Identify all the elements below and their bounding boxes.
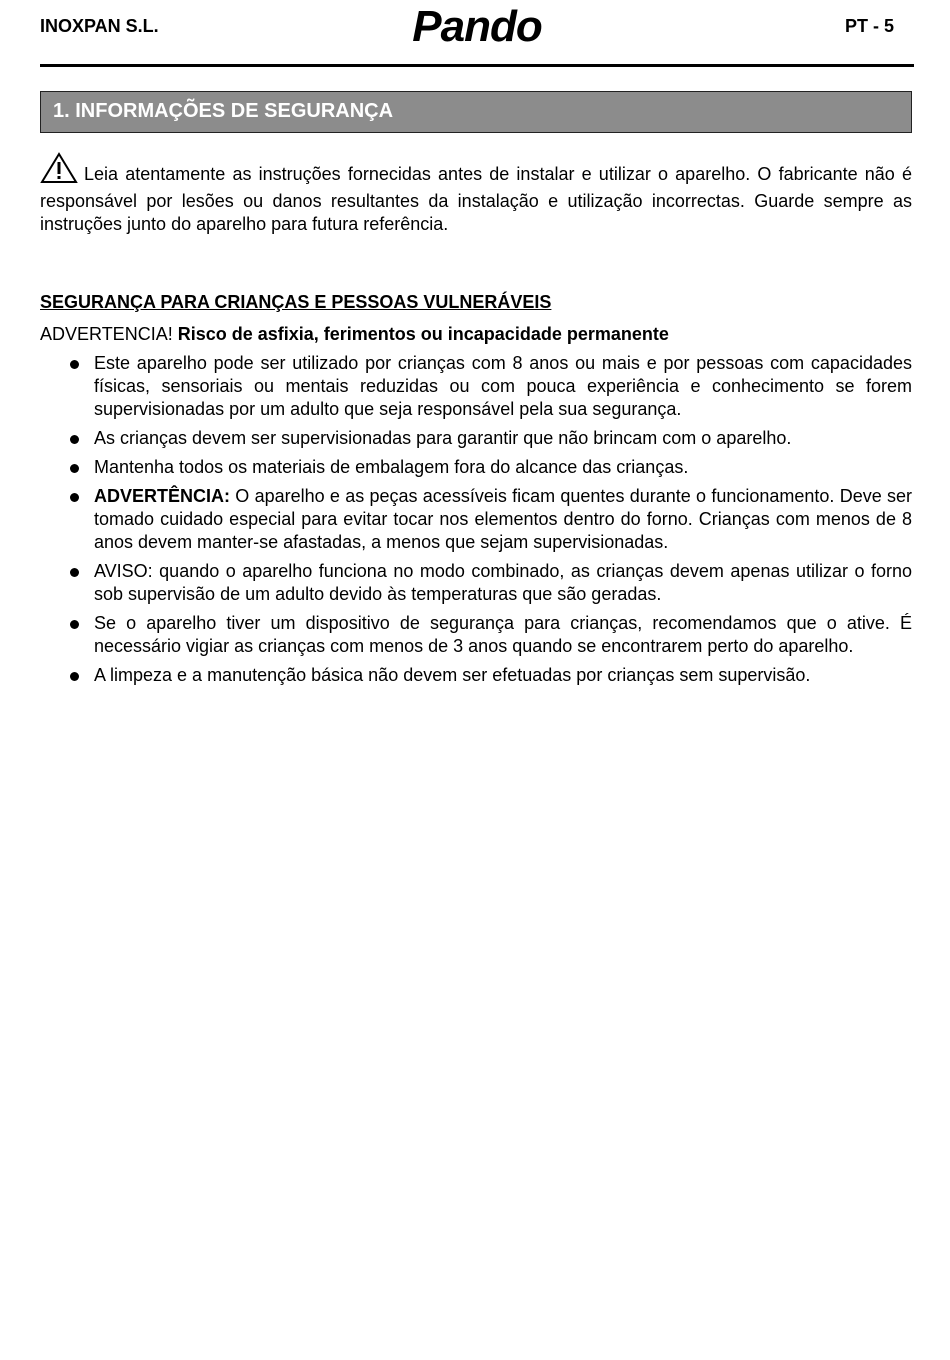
company-name: INOXPAN S.L. [40, 16, 159, 36]
warning-text: Risco de asfixia, ferimentos ou incapacidade permanente [172, 324, 669, 344]
list-item: ADVERTÊNCIA: O aparelho e as peças acessíveis ficam quentes durante o funcionamento. Deve ser tomado cuidado especial para evitar tocar nos elementos dentro do forno. Crianças com menos de 8 anos devem manter-se afastadas, a menos que sejam supervisionadas. [40, 485, 912, 554]
advertencia-label: ADVERTÊNCIA: [94, 486, 231, 506]
list-item: Este aparelho pode ser utilizado por crianças com 8 anos ou mais e por pessoas com capacidades físicas, sensoriais ou mentais reduzidas ou com pouca experiência e conhecimento se forem supervisionadas por um adulto que seja responsável pela sua segurança. [40, 352, 912, 421]
bullet-icon [70, 360, 79, 369]
intro-text: Leia atentamente as instruções fornecidas antes de instalar e utilizar o aparelho. O fabricante não é responsável por lesões ou danos resultantes da instalação e utilização incorrectas. Guarde sempre as instruções junto do aparelho para futura referência. [40, 164, 912, 234]
bullet-icon [70, 672, 79, 681]
list-item: A limpeza e a manutenção básica não devem ser efetuadas por crianças sem supervisão. [40, 664, 912, 687]
safety-list [40, 352, 912, 687]
bullet-icon [70, 568, 79, 577]
bullet-icon [70, 464, 79, 473]
list-item: Mantenha todos os materiais de embalagem fora do alcance das crianças. [40, 456, 912, 479]
section-title-bar [40, 91, 912, 133]
bullet-icon [70, 620, 79, 629]
page-header [40, 0, 914, 67]
brand-logo: Pando [412, 2, 542, 51]
bullet-icon [70, 493, 79, 502]
warning-lead: ADVERTENCIA! [40, 324, 173, 344]
bullet-icon [70, 435, 79, 444]
section-title: 1. INFORMAÇÕES DE SEGURANÇA [53, 100, 394, 122]
page-number: PT - 5 [844, 16, 894, 36]
list-item: AVISO: quando o aparelho funciona no modo combinado, as crianças devem apenas utilizar o forno sob supervisão de um adulto devido às temperaturas que são geradas. [40, 560, 912, 606]
list-item: Se o aparelho tiver um dispositivo de segurança para crianças, recomendamos que o ative. É necessário vigiar as crianças com menos de 3 anos quando se encontrarem perto do aparelho. [40, 612, 912, 658]
document-body [40, 152, 912, 693]
intro-paragraph [40, 152, 912, 236]
children-safety-heading: SEGURANÇA PARA CRIANÇAS E PESSOAS VULNERÁVEIS [40, 292, 552, 312]
warning-triangle-icon [40, 152, 78, 190]
list-item: As crianças devem ser supervisionadas para garantir que não brincam com o aparelho. [40, 427, 912, 450]
asphyxia-warning [40, 323, 912, 346]
